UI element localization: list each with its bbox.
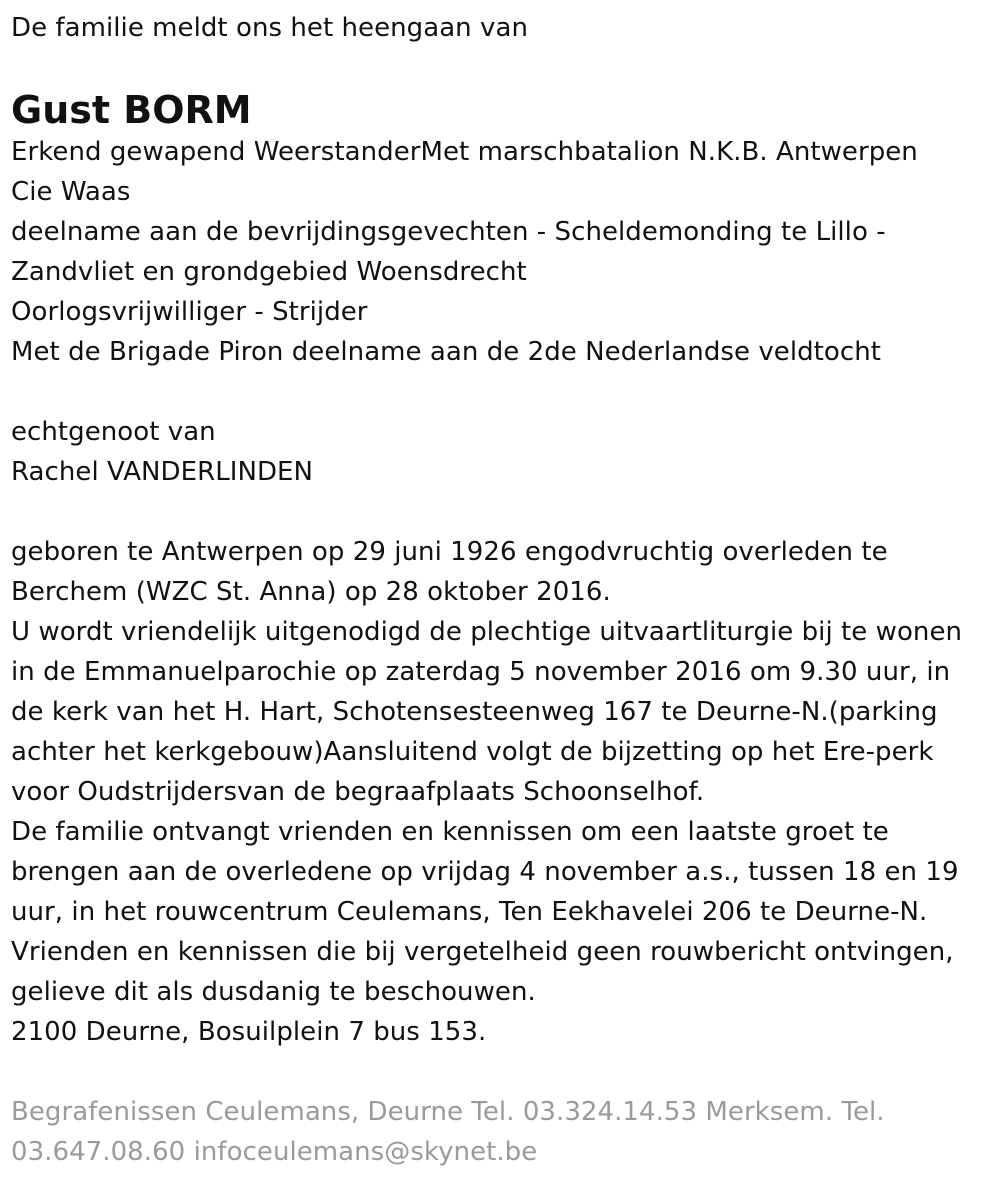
details-line: in de Emmanuelparochie op zaterdag 5 november 2016 om 9.30 uur, in xyxy=(11,657,951,687)
details-line: geboren te Antwerpen op 29 juni 1926 engodvruchtig overleden te xyxy=(11,537,888,567)
details-line: de kerk van het H. Hart, Schotensesteenweg 167 te Deurne-N.(parking xyxy=(11,697,938,727)
details-line: gelieve dit als dusdanig te beschouwen. xyxy=(11,977,536,1007)
spacer xyxy=(11,492,996,532)
spouse-name: Rachel VANDERLINDEN xyxy=(11,457,314,487)
details-line: Vrienden en kennissen die bij vergetelheid geen rouwbericht ontvingen, xyxy=(11,937,954,967)
honors-line: deelname aan de bevrijdingsgevechten - Scheldemonding te Lillo - xyxy=(11,217,886,247)
footer-line: 03.647.08.60 infoceulemans@skynet.be xyxy=(11,1137,538,1167)
honors-line: Met de Brigade Piron deelname aan de 2de Nederlandse veldtocht xyxy=(11,337,881,367)
details-line: uur, in het rouwcentrum Ceulemans, Ten Eekhavelei 206 te Deurne-N. xyxy=(11,897,928,927)
details-line: 2100 Deurne, Bosuilplein 7 bus 153. xyxy=(11,1017,487,1047)
details-line: voor Oudstrijdersvan de begraafplaats Schoonselhof. xyxy=(11,777,705,807)
spacer xyxy=(11,1052,996,1092)
honors-line: Erkend gewapend WeerstanderMet marschbatalion N.K.B. Antwerpen xyxy=(11,137,918,167)
intro-text: De familie meldt ons het heengaan van xyxy=(11,13,528,43)
details-line: De familie ontvangt vrienden en kennissen om een laatste groet te xyxy=(11,817,889,847)
details-line: brengen aan de overledene op vrijdag 4 november a.s., tussen 18 en 19 xyxy=(11,857,959,887)
details-block xyxy=(11,532,996,1052)
honors-line: Cie Waas xyxy=(11,177,131,207)
details-line: achter het kerkgebouw)Aansluitend volgt de bijzetting op het Ere-perk xyxy=(11,737,934,767)
spacer xyxy=(11,372,996,412)
details-line: U wordt vriendelijk uitgenodigd de plechtige uitvaartliturgie bij te wonen xyxy=(11,617,963,647)
deceased-name: Gust BORM xyxy=(11,88,252,132)
obituary-notice xyxy=(11,8,996,1172)
footer-line: Begrafenissen Ceulemans, Deurne Tel. 03.324.14.53 Merksem. Tel. xyxy=(11,1097,885,1127)
honors-line: Zandvliet en grondgebied Woensdrecht xyxy=(11,257,527,287)
honors-line: Oorlogsvrijwilliger - Strijder xyxy=(11,297,368,327)
funeral-home-footer xyxy=(11,1092,996,1172)
honors-block xyxy=(11,132,996,372)
details-line: Berchem (WZC St. Anna) op 28 oktober 2016. xyxy=(11,577,611,607)
spouse-intro: echtgenoot van xyxy=(11,417,216,447)
spouse-block xyxy=(11,412,996,492)
